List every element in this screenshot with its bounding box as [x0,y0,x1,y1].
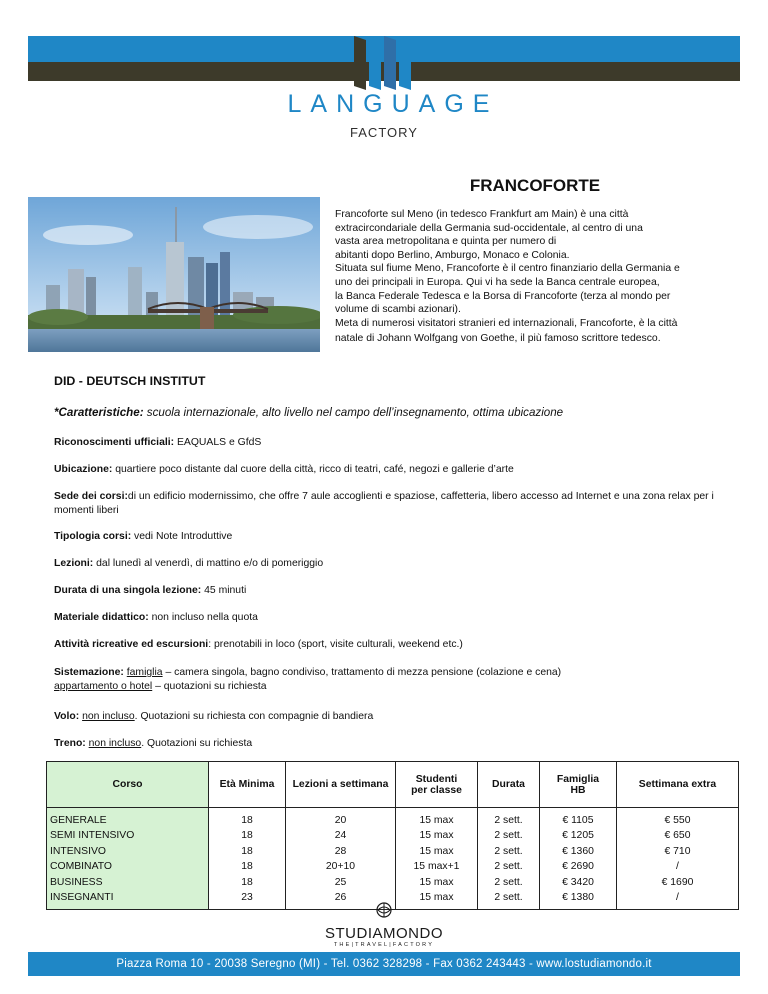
cell-family: € 1380 [540,891,617,910]
table-row [47,860,739,876]
city-intro [335,208,730,346]
venue-label: Sede dei corsi: [54,491,128,502]
cell-lessons: 25 [286,875,396,891]
cell-course: INTENSIVO [47,844,209,860]
course-type-label: Tipologia corsi: [54,531,132,542]
cell-students: 15 max [396,829,478,845]
cell-students: 15 max+1 [396,860,478,876]
cell-min-age: 18 [209,844,286,860]
cell-min-age: 18 [209,829,286,845]
intro-line: extracircondariale della Germania sud-occidentale, al centro di una [335,222,643,234]
cell-min-age: 18 [209,860,286,876]
frankfurt-skyline-photo [28,197,320,352]
cell-course: SEMI INTENSIVO [47,829,209,845]
cell-min-age: 23 [209,891,286,910]
header-duration: Durata [478,762,540,808]
flight-label: Volo: [54,711,80,722]
header-students-line2: per classe [411,784,462,796]
cell-course: BUSINESS [47,875,209,891]
intro-line: Francoforte sul Meno (in tedesco Frankfurt am Main) è una città [335,209,629,220]
cell-students: 15 max [396,891,478,910]
material [54,611,734,625]
lesson-duration-text: 45 minuti [201,585,247,596]
language-factory-logo-icon [352,34,414,92]
cell-students: 15 max [396,808,478,829]
lesson-duration [54,584,734,598]
header-family-line1: Famiglia [556,773,600,785]
material-text: non incluso nella quota [148,612,258,623]
lesson-duration-label: Durata di una singola lezione: [54,585,202,596]
cell-extra: € 1690 [617,875,739,891]
lessons-label: Lezioni: [54,558,94,569]
cell-duration: 2 sett. [478,875,540,891]
flight-not-included: non incluso [82,711,135,722]
accommodation-family: famiglia [126,667,163,678]
cell-students: 15 max [396,875,478,891]
accommodation-apartment: appartamento o hotel [54,680,153,692]
intro-line: volume di scambi azionari). [335,304,461,316]
cell-family: € 1205 [540,829,617,845]
table-row [47,808,739,829]
flight [54,710,734,724]
cell-duration: 2 sett. [478,829,540,845]
activities-label: Attività ricreative ed escursioni [54,639,209,650]
intro-line: la Banca Federale Tedesca e la Borsa di Francoforte (terza al mondo per [335,290,671,302]
cell-students: 15 max [396,844,478,860]
accommodation-apartment-text: – quotazioni su richiesta [152,680,267,692]
lessons [54,557,734,571]
cell-min-age: 18 [209,808,286,829]
intro-line: vasta area metropolitana e quinta per numero di [335,236,557,248]
accommodation [54,666,734,693]
intro-line: uno dei principali in Europa. Qui vi ha sede la Banca centrale europea, [335,276,660,288]
cell-family: € 3420 [540,875,617,891]
recognitions-text: EAQUALS e GfdS [174,437,262,448]
header-extra-week: Settimana extra [617,762,739,808]
activities [54,638,734,652]
cell-duration: 2 sett. [478,808,540,829]
course-type [54,530,734,544]
course-price-table [46,761,739,910]
cell-extra: / [617,891,739,910]
studiamondo-emblem-icon [375,902,393,918]
cell-course: COMBINATO [47,860,209,876]
intro-line: Situata sul fiume Meno, Francoforte è il centro finanziario della Germania e [335,263,680,275]
brand-title: LANGUAGE [287,90,499,118]
intro-line: Meta di numerosi visitatori stranieri ed internazionali, Francoforte, è la città [335,317,678,329]
cell-course: GENERALE [47,808,209,829]
intro-line: abitanti dopo Berlino, Amburgo, Monaco e Colonia. [335,249,570,261]
header-students [396,762,478,808]
table-header-row [47,762,739,808]
cell-duration: 2 sett. [478,860,540,876]
material-label: Materiale didattico: [54,612,149,623]
features [54,406,734,420]
location-text: quartiere poco distante dal cuore della città, ricco di teatri, café, negozi e gallerie d’arte [112,464,514,475]
flight-text: . Quotazioni su richiesta con compagnie di bandiera [134,711,374,722]
cell-lessons: 28 [286,844,396,860]
header-family-line2: HB [570,784,586,796]
header-course: Corso [47,762,209,808]
studiamondo-tagline: THE|TRAVEL|FACTORY [333,942,435,948]
cell-lessons: 24 [286,829,396,845]
city-title: FRANCOFORTE [469,176,601,195]
cell-lessons: 20 [286,808,396,829]
header-min-age: Età Minima [209,762,286,808]
cell-extra: / [617,860,739,876]
cell-extra: € 550 [617,808,739,829]
location [54,463,734,477]
cell-extra: € 650 [617,829,739,845]
location-label: Ubicazione: [54,464,113,475]
accommodation-family-text: – camera singola, bagno condiviso, trattamento di mezza pensione (colazione e cena) [162,667,562,678]
studiamondo-logo [318,902,450,950]
train-not-included: non incluso [88,738,142,749]
recognitions-label: Riconoscimenti ufficiali: [54,437,175,448]
cell-course: INSEGNANTI [47,891,209,910]
table-row [47,844,739,860]
course-type-text: vedi Note Introduttive [131,531,233,542]
cell-family: € 2690 [540,860,617,876]
header-students-line1: Studenti [415,773,458,785]
table-row [47,829,739,845]
train-text: . Quotazioni su richiesta [141,738,253,749]
activities-text: : prenotabili in loco (sport, visite culturali, weekend etc.) [208,639,463,650]
train [54,737,734,751]
accommodation-label: Sistemazione: [54,667,124,678]
header-lessons: Lezioni a settimana [286,762,396,808]
cell-family: € 1360 [540,844,617,860]
footer-contact-bar: Piazza Roma 10 - 20038 Seregno (MI) - Tel. 0362 328298 - Fax 0362 243443 - www.lostudiamondo.it [28,952,740,976]
cell-lessons: 26 [286,891,396,910]
lessons-text: dal lunedì al venerdì, di mattino e/o di pomeriggio [93,558,324,569]
studiamondo-name: STUDIAMONDO [325,925,443,942]
brand-subtitle: FACTORY [350,125,418,140]
intro-line: natale di Johann Wolfgang von Goethe, il più famoso scrittore tedesco. [335,333,661,345]
cell-duration: 2 sett. [478,844,540,860]
recognitions [54,436,734,450]
cell-extra: € 710 [617,844,739,860]
cell-family: € 1105 [540,808,617,829]
cell-lessons: 20+10 [286,860,396,876]
cell-duration: 2 sett. [478,891,540,910]
train-label: Treno: [54,738,86,749]
features-text: scuola internazionale, alto livello nel campo dell’insegnamento, ottima ubicazione [143,406,564,419]
features-label: *Caratteristiche: [54,406,144,419]
venue-text: di un edificio modernissimo, che offre 7 aule accoglienti e spaziose, caffetteria, libero accesso ad Internet e una zona relax per i momenti liberi [54,491,714,516]
cell-min-age: 18 [209,875,286,891]
table-row [47,875,739,891]
header-family [540,762,617,808]
venue [54,490,734,517]
school-name: DID - DEUTSCH INSTITUT [54,374,206,388]
